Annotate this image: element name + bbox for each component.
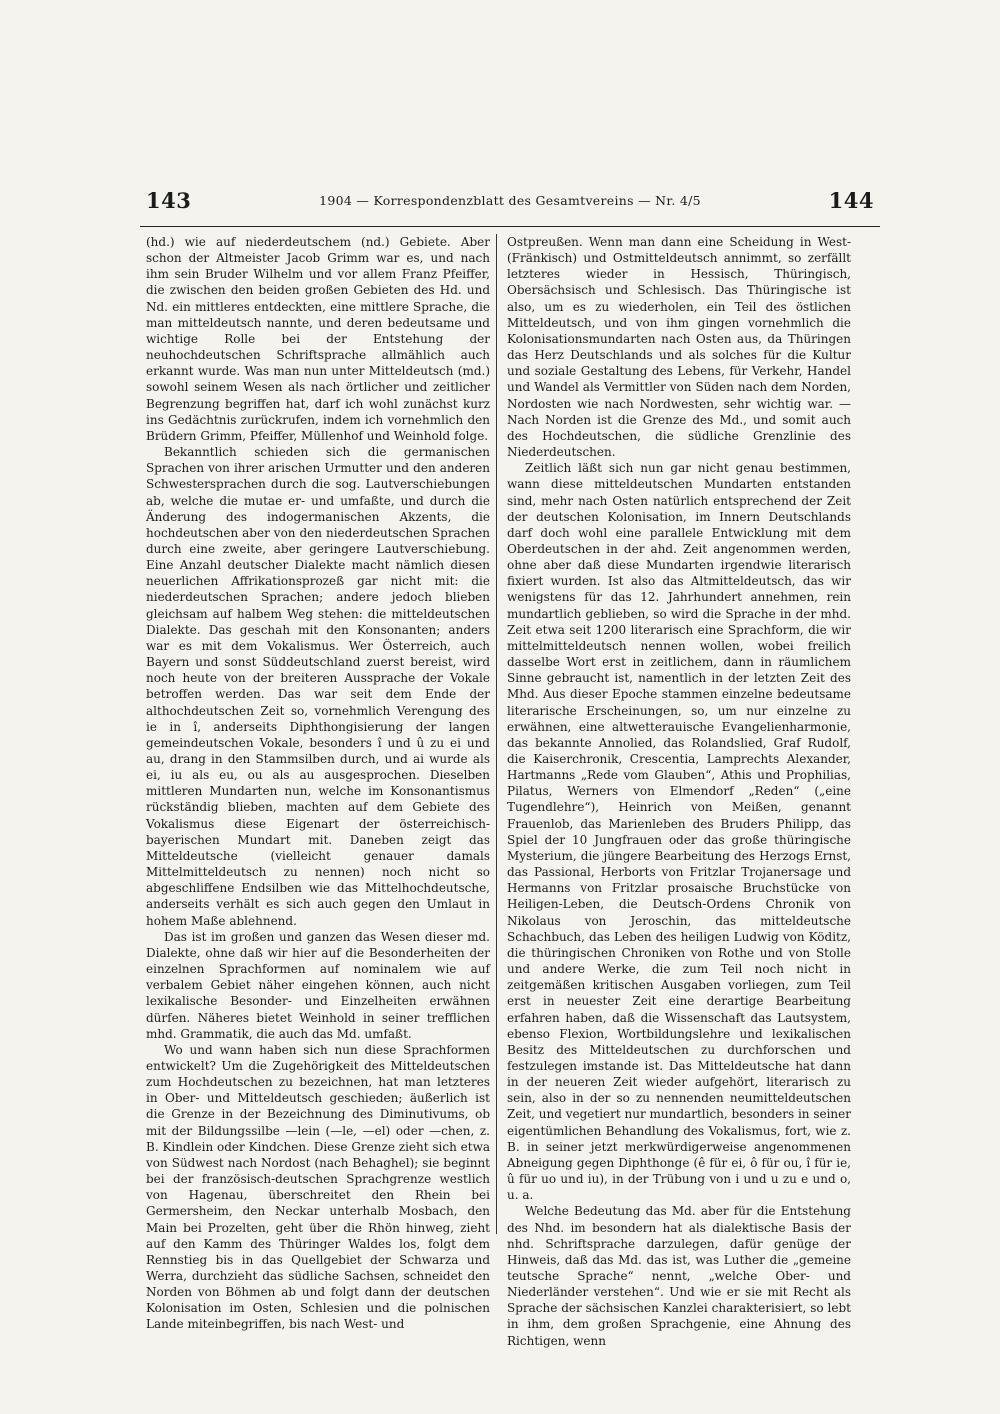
- page-header: [140, 188, 880, 216]
- paragraph: Ostpreußen. Wenn man dann eine Scheidung in West-(Fränkisch) und Ostmitteldeutsch annimmt, so zerfällt letzteres wieder in Hessisch, Thüringisch, Obersächsisch und Schlesisch. Das Thüringische ist also, um es zu wiederholen, ein Teil des östlichen Mitteldeutsch, und von ihm gingen vornehmlich die Kolonisationsmundarten nach Osten aus, da Thüringen das Herz Deutschlands und als solches für die Kultur und soziale Gestaltung des Lebens, für Verkehr, Handel und Wandel als Vermittler von Süden nach dem Norden, Nordosten wie nach Nordwesten, sehr wichtig war. — Nach Norden ist die Grenze des Md., und somit auch des Hochdeutschen, die südliche Grenzlinie des Niederdeutschen.: [507, 235, 851, 460]
- header-rule: [140, 226, 880, 227]
- paragraph: (hd.) wie auf niederdeutschem (nd.) Gebiete. Aber schon der Altmeister Jacob Grimm war es, und nach ihm sein Bruder Wilhelm und vor allem Franz Pfeiffer, die zwischen den beiden großen Gebieten des Hd. und Nd. ein mittleres entdeckten, eine mittlere Sprache, die man mitteldeutsch nannte, und deren bedeutsame und wichtige Rolle bei der Entstehung der neuhochdeutschen Schriftsprache allmählich auch erkannt wurde. Was man nun unter Mitteldeutsch (md.) sowohl seinem Wesen als nach örtlicher und zeitlicher Begrenzung begriffen hat, darf ich wohl zunächst kurz ins Gedächtnis zurückrufen, indem ich vornehmlich den Brüdern Grimm, Pfeiffer, Müllenhof und Weinhold folge.: [146, 235, 490, 443]
- left-column: [146, 234, 490, 1333]
- column-divider: [496, 234, 497, 1234]
- paragraph: Welche Bedeutung das Md. aber für die Entstehung des Nhd. im besondern hat als dialektische Basis der nhd. Schriftsprache darzulegen, dafür genüge der Hinweis, daß das Md. das ist, was Luther die „gemeine teutsche Sprache“ nennt, „welche Ober- und Niederländer verstehen“. Und wie er sie mit Recht als Sprache der sächsischen Kanzlei charakterisiert, so lebt in ihm, dem großen Sprachgenie, eine Ahnung des Richtigen, wenn: [507, 1204, 851, 1348]
- page-number-left: 143: [146, 188, 192, 213]
- paragraph: Wo und wann haben sich nun diese Sprachformen entwickelt? Um die Zugehörigkeit des Mitteldeutschen zum Hochdeutschen zu bezeichnen, hat man letzteres in Ober- und Mitteldeutsch geschieden; äußerlich ist die Grenze in der Bezeichnung des Diminutivums, ob mit der Bildungssilbe —lein (—le, —el) oder —chen, z. B. Kindlein oder Kindchen. Diese Grenze zieht sich etwa von Südwest nach Nordost (nach Behaghel); sie beginnt bei der französisch-deutschen Sprachgrenze westlich von Hagenau, überschreitet den Rhein bei Germersheim, den Neckar unterhalb Mosbach, den Main bei Prozelten, geht über die Rhön hinweg, zieht auf den Kamm des Thüringer Waldes los, folgt dem Rennstieg bis in das Quellgebiet der Schwarza und Werra, durchzieht das südliche Sachsen, schneidet den Norden von Böhmen ab und folgt dann der deutschen Kolonisation im Osten, Schlesien und die polnischen Lande miteinbegriffen, bis nach West- und: [146, 1042, 490, 1332]
- paragraph: Zeitlich läßt sich nun gar nicht genau bestimmen, wann diese mitteldeutschen Mundarten entstanden sind, mehr nach Osten natürlich entsprechend der Zeit der deutschen Kolonisation, im Innern Deutschlands darf doch wohl eine parallele Entwicklung mit dem Oberdeutschen in der ahd. Zeit angenommen werden, ohne aber daß diese Mundarten irgendwie literarisch fixiert wurden. Ist also das Altmitteldeutsch, das wir wenigstens für das 12. Jahrhundert annehmen, rein mundartlich geblieben, so wird die Sprache in der mhd. Zeit etwa seit 1200 literarisch eine Sprachform, die wir mittelmitteldeutsch nennen wollen, wobei freilich dasselbe Wort erst in zeitlichem, dann in räumlichem Sinne gebraucht ist, namentlich in der letzten Zeit des Mhd. Aus dieser Epoche stammen einzelne bedeutsame literarische Erscheinungen, so, um nur einzelne zu erwähnen, eine altwetterauische Evangelienharmonie, das bekannte Annolied, das Rolandslied, Graf Rudolf, die Kaiserchronik, Crescentia, Lamprechts Alexander, Hartmanns „Rede vom Glauben“, Athis und Prophilias, Pilatus, Werners von Elmendorf „Reden“ („eine Tugendlehre“), Heinrich von Meißen, genannt Frauenlob, das Marienleben des Bruders Philipp, das Spiel der 10 Jungfrauen oder das große thüringische Mysterium, die jüngere Bearbeitung des Herzogs Ernst, das Passional, Herborts von Fritzlar Trojanersage und Hermanns von Fritzlar prosaische Bruchstücke von Heiligen-Leben, die Deutsch-Ordens Chronik von Nikolaus von Jeroschin, das mitteldeutsche Schachbuch, das Leben des heiligen Ludwig von Köditz, die thüringischen Chroniken von Rothe und von Stolle und andere Werke, die zum Teil noch nicht in zeitgemäßen kritischen Ausgaben vorliegen, zum Teil erst in neuester Zeit eine derartige Bearbeitung erfahren haben, daß die Wissenschaft das Lautsystem, ebenso Flexion, Wortbildungslehre und lexikalischen Besitz des Mitteldeutschen zu durchforschen und festzulegen imstande ist. Das Mitteldeutsche hat dann in der neueren Zeit wieder aufgehört, literarisch zu sein, also in der so zu nennenden neumitteldeutschen Zeit, und vegetiert nur mundartlich, besonders in seiner eigentümlichen Behandlung des Vokalismus, fort, wie z. B. in seiner jetzt merkwürdigerweise angenommenen Abneigung gegen Diphthonge (ê für ei, ô für ou, î für ie, û für uo und iu), in der Trübung von i und u zu e und o, u. a.: [507, 461, 851, 1203]
- right-column: [507, 234, 851, 1349]
- paragraph: Bekanntlich schieden sich die germanischen Sprachen von ihrer arischen Urmutter und den anderen Schwestersprachen durch die sog. Lautverschiebungen ab, welche die mutae er- und umfaßte, und durch die Änderung des indogermanischen Akzents, die hochdeutschen aber von den niederdeutschen Sprachen durch eine zweite, aber geringere Lautverschiebung. Eine Anzahl deutscher Dialekte macht nämlich diesen neuerlichen Affrikationsprozeß gar nicht mit: die niederdeutschen Sprachen; andere jedoch blieben gleichsam auf halbem Weg stehen: die mitteldeutschen Dialekte. Das geschah mit den Konsonanten; anders war es mit dem Vokalismus. Wer Österreich, auch Bayern und sonst Süddeutschland zuerst bereist, wird noch heute von der breiteren Aussprache der Vokale betroffen werden. Das war seit dem Ende der althochdeutschen Zeit so, vornehmlich Verengung des ie in î, anderseits Diphthongisierung der langen gemeindeutschen Vokale, besonders î und û zu ei und au, drang in den Stammsilben durch, und ai wurde als ei, iu als eu, ou als au ausgesprochen. Dieselben mittleren Mundarten nun, welche im Konsonantismus rückständig blieben, machten auf dem Gebiete des Vokalismus diese Eigenart der österreichisch-bayerischen Mundart mit. Daneben zeigt das Mitteldeutsche (vielleicht genauer damals Mittelmitteldeutsch zu nennen) noch nicht so abgeschliffene Endsilben wie das Mittelhochdeutsche, anderseits verhält es sich auch gegen den Umlaut in hohem Maße ablehnend.: [146, 445, 490, 928]
- paragraph: Das ist im großen und ganzen das Wesen dieser md. Dialekte, ohne daß wir hier auf die Besonderheiten der einzelnen Sprachformen auf nominalem wie auf verbalem Gebiet näher eingehen können, auch nicht lexikalische Besonder- und Einzelheiten erwähnen dürfen. Näheres bietet Weinhold in seiner trefflichen mhd. Grammatik, die auch das Md. umfaßt.: [146, 929, 490, 1041]
- running-title: 1904 — Korrespondenzblatt des Gesamtvereins — Nr. 4/5: [319, 193, 701, 208]
- page-number-right: 144: [828, 188, 874, 213]
